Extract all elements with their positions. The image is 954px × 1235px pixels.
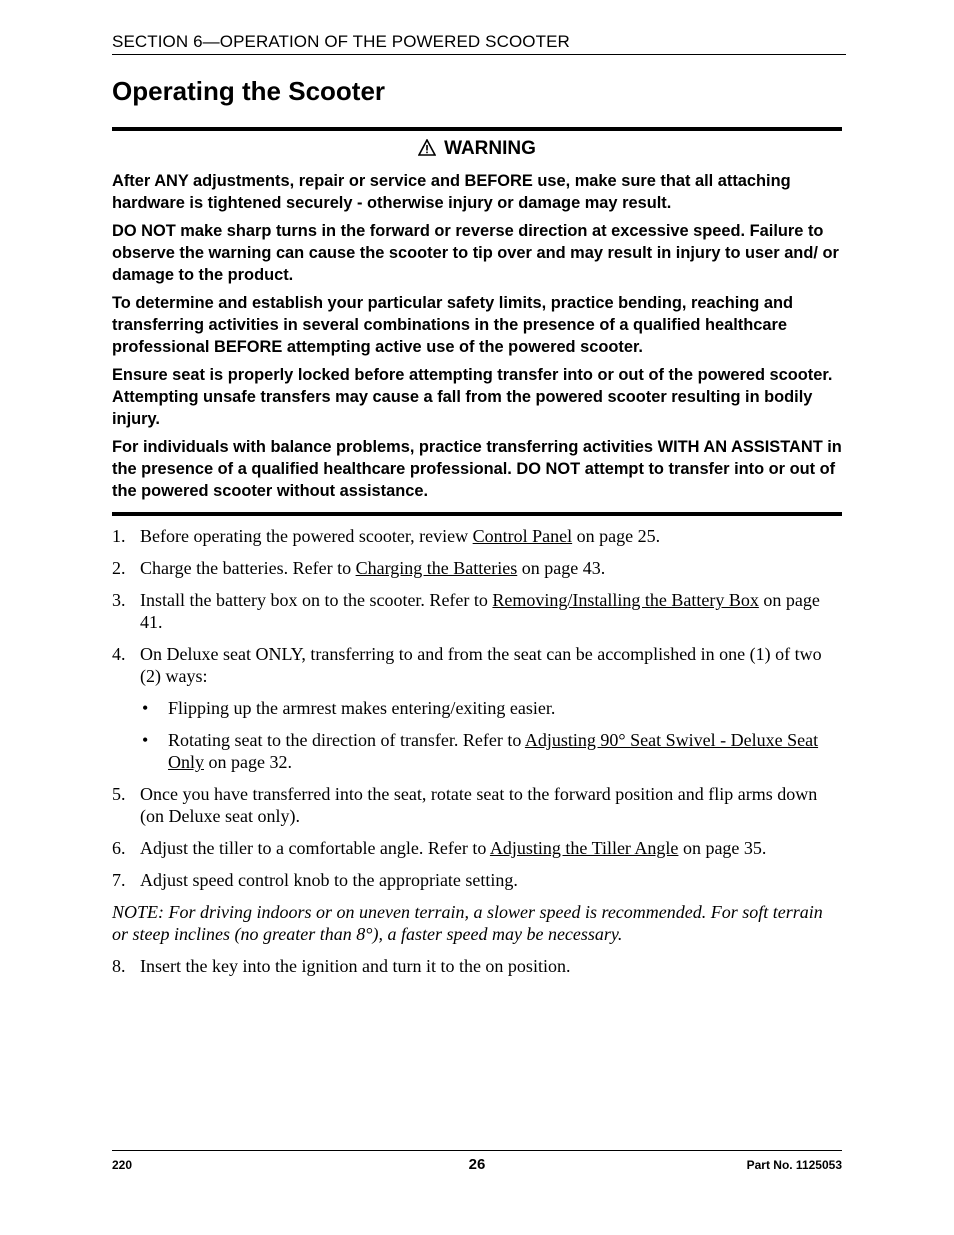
step-text: Once you have transferred into the seat, rotate seat to the forward position and flip arms down (on Deluxe seat only). [140,784,818,826]
step-number: 7. [112,870,126,890]
step-text: Before operating the powered scooter, review [140,526,473,546]
step-1 [112,525,842,547]
warning-paragraph: Ensure seat is properly locked before attempting transfer into or out of the powered scooter. Attempting unsafe transfers may cause a fall from the powered scooter resulting in bodily injury. [112,366,833,428]
step-number: 6. [112,838,126,858]
bullet-1 [112,697,842,719]
link-charging-batteries[interactable]: Charging the Batteries [355,558,518,578]
step-number: 8. [112,956,126,976]
step-number: 5. [112,784,126,804]
step-text: on page 25. [572,526,661,546]
section-header: SECTION 6—OPERATION OF THE POWERED SCOOTER [112,32,846,55]
page-number: 26 [468,1156,486,1173]
step-text: Adjust speed control knob to the appropriate setting. [140,870,518,890]
warning-body [112,170,842,508]
step-number: 2. [112,558,126,578]
bullet-dot: • [142,730,149,750]
step-2 [112,557,842,579]
bullet-text: Rotating seat to the direction of transfer. Refer to [168,730,525,750]
step-text: Insert the key into the ignition and turn it to the on position. [140,956,571,976]
warning-top-rule [112,127,842,131]
part-number: Part No. 1125053 [746,1158,842,1172]
step-text: on page 43. [517,558,606,578]
step-number: 1. [112,526,126,546]
step-8 [112,955,842,977]
step-text: on page 41. [140,590,820,632]
warning-bottom-rule [112,512,842,516]
bullet-text: Flipping up the armrest makes entering/exiting easier. [168,698,556,718]
link-tiller-angle[interactable]: Adjusting the Tiller Angle [489,838,679,858]
bullet-text: on page 32. [204,752,292,772]
step-7 [112,869,842,891]
warning-paragraph: For individuals with balance problems, practice transferring activities WITH AN ASSISTANT in the presence of a qualified healthcare professional. DO NOT attempt to transfer into or out of the powered scooter without assistance. [112,438,842,500]
warning-heading [112,138,842,162]
warning-paragraph: To determine and establish your particular safety limits, practice bending, reaching and transferring activities in several combinations in the presence of a qualified healthcare professional BEFORE attempting active use of the powered scooter. [112,294,793,356]
page-footer [112,1156,842,1176]
step-text: Install the battery box on to the scooter. Refer to [140,590,493,610]
link-control-panel[interactable]: Control Panel [472,526,573,546]
warning-paragraph: DO NOT make sharp turns in the forward or reverse direction at excessive speed. Failure to observe the warning can cause the scooter to tip over and may result in injury to user and/ or damage to the product. [112,222,839,284]
step-text: On Deluxe seat ONLY, transferring to and from the seat can be accomplished in one (1) of two (2) ways: [140,644,822,686]
footer-model: 220 [112,1158,133,1172]
step-number: 3. [112,590,126,610]
note-text: NOTE: For driving indoors or on uneven terrain, a slower speed is recommended. For soft terrain or steep inclines (no greater than 8°), a faster speed may be necessary. [112,902,823,944]
link-seat-swivel[interactable]: Adjusting 90° Seat Swivel - Deluxe Seat Only [168,730,819,772]
step-number: 4. [112,644,126,664]
warning-label: WARNING [444,138,536,159]
link-battery-box[interactable]: Removing/Installing the Battery Box [492,590,759,610]
page-title: Operating the Scooter [112,76,386,106]
bullet-dot: • [142,698,149,718]
bullet-2 [112,729,842,773]
step-5 [112,783,842,827]
step-text: Charge the batteries. Refer to [140,558,356,578]
procedure-steps [112,525,842,987]
step-text: Adjust the tiller to a comfortable angle. Refer to [140,838,490,858]
step-6 [112,837,842,859]
step-4 [112,643,842,687]
footer-rule [112,1150,842,1151]
warning-triangle-icon [418,139,436,162]
warning-paragraph: After ANY adjustments, repair or service and BEFORE use, make sure that all attaching hardware is tightened securely - otherwise injury or damage may result. [112,172,791,212]
step-3 [112,589,842,633]
step-text: on page 35. [678,838,767,858]
